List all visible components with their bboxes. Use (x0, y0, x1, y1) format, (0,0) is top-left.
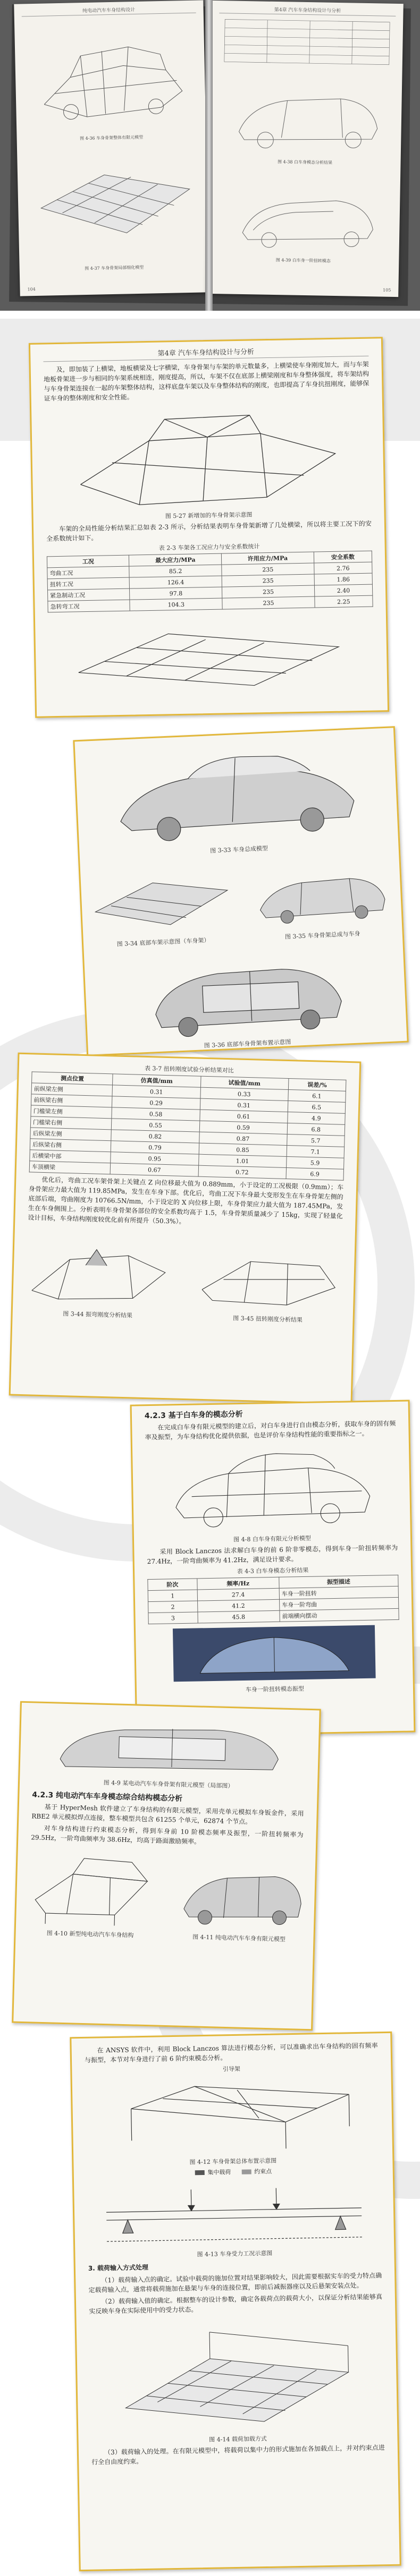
right-page-table (219, 16, 396, 67)
table-cell: 6.5 (288, 1101, 346, 1113)
table-cell: 0.59 (199, 1121, 288, 1134)
mode-shape-label: 车身一阶扭转模态振型 (245, 1685, 305, 1693)
modal-intro-paragraph: 在完成白车身有限元模型的建立后，对白车身进行自由模态分析，获取车身的固有频率及振型，为车身结构优化提供依据，也是评价车身结构性能的重要指标之一。 (145, 1419, 396, 1441)
table-cell: 0.58 (112, 1107, 200, 1121)
ev-fem-model-figure (173, 1850, 308, 1933)
table-cell: 235 (222, 574, 314, 587)
table-cell: 2.40 (314, 584, 373, 596)
page-header: 第4章 汽车车身结构设计与分析 (43, 344, 368, 362)
section-title: 4.2.3 基于白车身的模态分析 (144, 1410, 243, 1421)
table-cell: 后纵梁右侧 (30, 1139, 111, 1152)
chassis-frame-figure (62, 609, 361, 694)
left-page-number: 104 (27, 287, 36, 292)
page-card-4 (130, 1400, 416, 1737)
table-cell: 6.8 (287, 1123, 345, 1136)
stress-table (47, 551, 373, 613)
right-page-caption-b: 图 4-39 白车身一阶扭转模态 (275, 258, 331, 263)
table-cell: 2.25 (315, 595, 373, 608)
bottom-frame-caption: 图 3-36 底部车身骨架布置示意图 (204, 1038, 291, 1050)
table-cell: 45.8 (198, 1610, 280, 1623)
car-body-figure (96, 736, 377, 849)
left-page-caption-b: 图 4-37 车身骨架局部细化模型 (85, 265, 144, 271)
table-cell: 0.85 (199, 1143, 287, 1156)
load-legend-label: 集中载荷 (207, 2169, 231, 2176)
left-page-figure-chassis (24, 141, 202, 267)
table-cell: 41.2 (197, 1599, 280, 1612)
book-photo (0, 0, 420, 311)
section-title: 4.2.3 纯电动汽车车身模态综合结构模态分析 (32, 1790, 183, 1803)
floor-frame-caption: 图 3-34 底部车架示意图（车身架） (116, 936, 210, 948)
modal-result-paragraph: 采用 Block Lanczos 法求解白车身的前 6 阶非零模态，得到车身一阶扭转频率为 27.4Hz，一阶弯曲频率为 41.2Hz，满足设计要求。 (147, 1543, 398, 1566)
table-header: 工况 (47, 555, 129, 568)
page-card-5 (12, 1701, 321, 2031)
page-card-6 (70, 2032, 401, 2571)
table-cell: 0.31 (112, 1085, 200, 1098)
left-page-caption-a: 图 4-36 车身骨架整体有限元模型 (79, 134, 144, 141)
table-cell: 门槛梁左侧 (31, 1105, 112, 1119)
table-cell: 扭转工况 (47, 577, 130, 590)
table-cell: 0.31 (200, 1098, 288, 1112)
table-cell: 前纵梁右侧 (31, 1094, 112, 1107)
table-cell: 门槛梁右侧 (30, 1116, 112, 1130)
table-cell: 235 (222, 563, 314, 576)
load-case-caption: 图 4-13 车身受力工况示意图 (197, 2249, 273, 2258)
table-title: 表 2-3 车架各工况应力与安全系数统计 (158, 543, 260, 552)
page-card-2 (73, 726, 408, 1056)
load-processing-paragraph: （3）载荷输入的处理。在有限元模型中，将载荷以集中力的形式施加在各加载点上，并对约束点进行全自由度约束。 (91, 2444, 385, 2466)
torsion-result-caption: 图 3-45 扭转刚度分析结果 (233, 1315, 303, 1324)
table-cell: 急转弯工况 (48, 600, 130, 612)
table-cell: 0.95 (111, 1152, 199, 1165)
frame-assembly-caption: 图 3-35 车身骨架总成与车身 (284, 930, 360, 941)
table-cell: 0.87 (199, 1132, 287, 1145)
frame-assembly-figure (247, 851, 394, 932)
table-title: 表 3-7 扭转刚度试验分析结果对比 (144, 1064, 234, 1074)
stiffness-table (29, 1071, 347, 1180)
table-header: 频率/Hz (197, 1577, 279, 1590)
table-cell: 6.9 (286, 1167, 344, 1180)
bending-result-figure (21, 1226, 177, 1310)
page-card-3 (9, 1053, 362, 1405)
table-cell: 0.79 (111, 1141, 199, 1154)
table-header: 最大应力/MPa (129, 553, 222, 566)
table-cell: 0.67 (111, 1163, 199, 1176)
table-cell: 后纵梁左侧 (30, 1128, 112, 1141)
local-frame-caption: 图 4-9 某电动汽车车身骨架有限元模型（局部图） (103, 1779, 234, 1790)
page-card-1 (29, 337, 389, 718)
torsion-result-figure (191, 1231, 347, 1315)
ev-fem-model-caption: 图 4-11 纯电动汽车车身有限元模型 (192, 1933, 285, 1943)
load-case-figure (95, 2176, 373, 2249)
frame-layout-caption: 图 4-12 车身骨架总体布置示意图 (189, 2157, 277, 2166)
book-spine (205, 0, 213, 311)
table-title: 表 4-3 白车身模态分析结果 (237, 1566, 309, 1575)
table-cell: 97.8 (130, 587, 222, 600)
right-page-figure-mode (215, 166, 392, 259)
model-paragraph: 基于 HyperMesh 软件建立了车身结构的有限元模型，采用壳单元模拟车身钣金件，采用 RBE2 单元模拟焊点连接，整车模型共包含 61255 个单元，62874 个节点。 (31, 1803, 304, 1826)
white-body-caption: 图 4-8 白车身有限元分析模型 (233, 1534, 311, 1543)
table-cell: 2.76 (314, 562, 372, 574)
frame-figure-caption: 图 5-27 新增加的车身骨架示意图 (165, 511, 253, 520)
constraint-legend-marker (241, 2169, 251, 2174)
modal-table (147, 1575, 399, 1624)
table-cell: 4.9 (287, 1112, 345, 1124)
table-cell: 弯曲工况 (47, 566, 130, 579)
ev-body-structure-caption: 图 4-10 新型纯电动汽车车身结构 (46, 1930, 134, 1939)
analysis-paragraph: 车架的全局性能分析结果汇总如表 2-3 所示，分析结果表明车身骨架新增了几处横梁，所以将主要工况下的安全系数统计如下。 (46, 519, 372, 543)
table-header: 安全系数 (314, 551, 372, 563)
car-body-caption: 图 3-33 车身总成模型 (209, 845, 268, 855)
right-page-number: 105 (383, 287, 391, 293)
left-page-figure-frame (21, 16, 199, 137)
book-left-page (14, 0, 209, 296)
table-cell: 5.9 (286, 1156, 344, 1169)
table-cell: 1.86 (314, 573, 373, 585)
subsection-title: 3. 载荷输入方式处理 (88, 2263, 149, 2272)
table-cell: 0.33 (200, 1087, 288, 1101)
ansys-paragraph: 在 ANSYS 软件中，利用 Block Lanczos 算法进行模态分析，可以准确求出车身结构的固有频率与振型，本节对车身进行了前 6 阶约束模态分析。 (84, 2042, 378, 2064)
table-cell: 0.61 (199, 1110, 288, 1123)
table-cell: 104.3 (130, 598, 222, 611)
right-page-figure-body (217, 67, 394, 161)
loading-method-caption: 图 4-14 载荷加载方式 (209, 2435, 267, 2443)
floor-frame-figure (88, 858, 235, 939)
table-cell: 85.2 (129, 565, 222, 577)
left-page-header: 纯电动汽车车身结构设计 (82, 7, 136, 14)
table-header: 测点位置 (32, 1072, 113, 1085)
table-cell: 车顶横梁 (29, 1161, 111, 1174)
table-cell: 车身一阶扭转 (279, 1586, 398, 1599)
right-page-header: 第4章 汽车车身结构设计与分析 (274, 7, 341, 14)
table-header: 振型描述 (279, 1575, 398, 1588)
load-point-paragraph: （1）载荷输入点的确定。试验中载荷的施加位置对结果影响较大，因此需要根据实车的受力特点确定载荷输入点，通常将载荷施加在悬架与车身的连接位置，即前后减振器座以及后悬架安装点处。 (88, 2272, 382, 2294)
mode-shape-figure (162, 1622, 387, 1684)
table-header: 阶次 (148, 1579, 197, 1591)
table-cell: 3 (148, 1612, 198, 1624)
table-cell: 2 (148, 1601, 198, 1613)
table-cell: 126.4 (130, 576, 222, 588)
table-cell: 车身一阶弯曲 (279, 1597, 398, 1610)
table-header: 误差/% (288, 1078, 346, 1091)
table-cell: 后横梁中部 (30, 1150, 111, 1163)
bottom-frame-figure (121, 942, 369, 1043)
table-cell: 0.82 (111, 1130, 199, 1143)
table-cell: 235 (222, 585, 315, 598)
table-header: 试验值/mm (200, 1076, 289, 1089)
table-cell: 0.29 (112, 1096, 200, 1110)
ev-body-structure-figure (24, 1846, 159, 1929)
guide-frame-label: 引导架 (222, 2065, 240, 2073)
table-cell: 1.01 (198, 1154, 287, 1167)
white-body-figure (159, 1440, 384, 1534)
table-cell: 前纵梁左侧 (31, 1083, 113, 1096)
load-value-paragraph: （2）载荷输入值的确定。根据整车的设计参数，确定各载荷点的载荷大小，以保证分析结果能够真实反映车身在实际使用中的受力状态。 (89, 2293, 383, 2315)
modal-paragraph: 对车身结构进行约束模态分析，得到车身前 10 阶模态频率及振型，一阶扭转频率为 29.5Hz，一阶弯曲频率为 38.6Hz，均高于路面激励频率。 (31, 1824, 304, 1846)
table-header: 许用应力/MPa (222, 552, 314, 565)
frame-figure (58, 400, 357, 511)
frame-layout-figure (99, 2073, 366, 2157)
table-cell: 0.55 (112, 1119, 200, 1132)
table-cell: 235 (222, 596, 315, 609)
local-frame-figure (44, 1711, 295, 1781)
table-cell: 6.1 (288, 1089, 346, 1102)
constraint-legend-label: 约束点 (254, 2168, 272, 2176)
table-cell: 5.7 (287, 1134, 345, 1147)
bending-result-caption: 图 3-44 振弯刚度分析结果 (63, 1310, 133, 1319)
table-cell: 0.72 (198, 1165, 287, 1179)
table-cell: 1 (148, 1590, 197, 1602)
intro-paragraph: 及，即加装了上横梁，地板横梁及七字横梁，车身骨架与车架的单元数量多，上横梁使车身刚度加大，而与车架地板骨架进一步与相同的车架系统相连，刚度提高，所以，车架不仅在底部上横梁刚度和车身整体强度，将车架结构与车身骨架连接在一起的车架整体结构，这样底盘车架以及车身整体结构的刚度，也即提高了车身抗扭刚度，能够保证车身的整体刚度和安全性能。 (43, 360, 369, 403)
table-cell: 27.4 (197, 1588, 280, 1601)
book-right-page (207, 1, 404, 297)
table-cell: 紧急制动工况 (48, 588, 130, 601)
table-cell: 7.1 (287, 1145, 345, 1158)
loading-method-figure (103, 2314, 371, 2435)
right-page-caption-a: 图 4-38 白车身模态分析结果 (277, 159, 333, 165)
table-cell: 前端横向摆动 (280, 1608, 399, 1622)
load-legend-marker (195, 2170, 204, 2174)
table-header: 仿真值/mm (113, 1074, 201, 1087)
optimization-paragraph: 优化后，弯曲工况车架骨架上关键点 Z 向位移最大值为 0.889mm，小于设定的工况极限（0.9mm）；车身骨架应力最大值为 119.85MPa，发生在车身下部。优化后，弯曲工况下车身最大变形发生在车身骨架左侧的底部后端，弯曲刚度为 10766.5N/mm，小于设定的 X 向位移上限，车身骨架应力最大值为 187.45MPa，发生在车身侧围上。分析表明车身骨架各部位的安全系数均高于 1.5，车身骨架质量减少了 15kg，实现了轻量化设计目标，车身结构刚度较优化前有所提升（50.3%）。 (28, 1175, 344, 1226)
